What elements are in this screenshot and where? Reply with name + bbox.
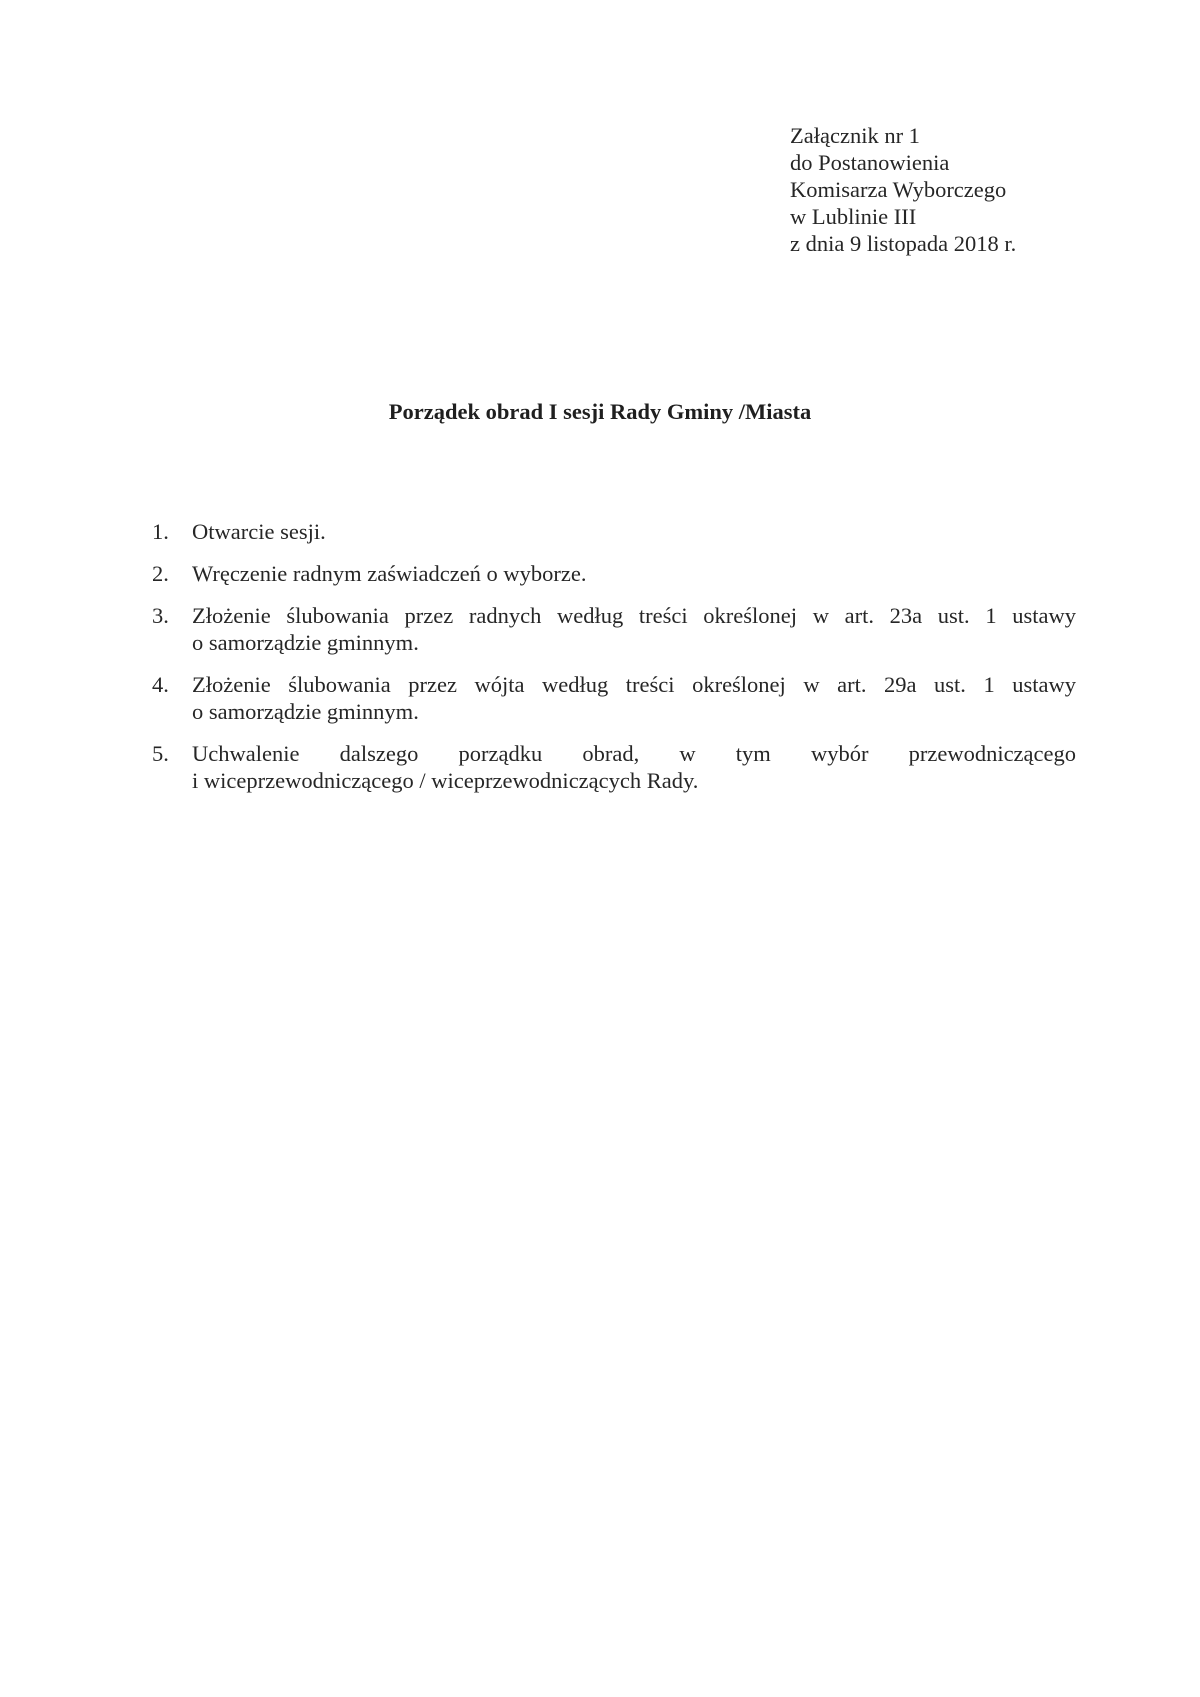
agenda-item-text	[192, 518, 1076, 545]
agenda-item-line: o samorządzie gminnym.	[192, 699, 419, 724]
agenda-item-line: Złożenie ślubowania przez wójta według treści określonej w art. 29a ust. 1 ustawy	[192, 672, 1076, 697]
agenda-item-line: Uchwalenie dalszego porządku obrad, w tym wybór przewodniczącego	[192, 741, 1076, 766]
agenda-item	[152, 671, 1076, 725]
agenda-item-text	[192, 602, 1076, 656]
agenda-item-line: Wręczenie radnym zaświadczeń o wyborze.	[192, 561, 587, 586]
agenda-item-text	[192, 671, 1076, 725]
agenda-list	[152, 518, 1076, 809]
agenda-item-text	[192, 560, 1076, 587]
agenda-item-line: o samorządzie gminnym.	[192, 630, 419, 655]
attachment-line: Komisarza Wyborczego	[790, 177, 1007, 202]
agenda-item-line: Złożenie ślubowania przez radnych według treści określonej w art. 23a ust. 1 ustawy	[192, 603, 1076, 628]
agenda-item-number: 1.	[152, 519, 169, 544]
agenda-item-text	[192, 740, 1076, 794]
agenda-item-number: 2.	[152, 561, 169, 586]
agenda-item	[152, 740, 1076, 794]
agenda-item-line: Otwarcie sesji.	[192, 519, 326, 544]
attachment-line: do Postanowienia	[790, 150, 950, 175]
attachment-line: Załącznik nr 1	[790, 123, 920, 148]
document-title	[0, 398, 1200, 426]
agenda-item-line: i wiceprzewodniczącego / wiceprzewodniczących Rady.	[192, 768, 699, 793]
agenda-item-number: 5.	[152, 741, 169, 766]
attachment-line: w Lublinie III	[790, 204, 917, 229]
attachment-header	[790, 122, 1150, 257]
agenda-item	[152, 560, 1076, 587]
document-title-text: Porządek obrad I sesji Rady Gminy /Miasta	[388, 399, 812, 424]
agenda-item	[152, 518, 1076, 545]
agenda-item-number: 4.	[152, 672, 169, 697]
attachment-line: z dnia 9 listopada 2018 r.	[790, 231, 1017, 256]
agenda-item-number: 3.	[152, 603, 169, 628]
agenda-item	[152, 602, 1076, 656]
